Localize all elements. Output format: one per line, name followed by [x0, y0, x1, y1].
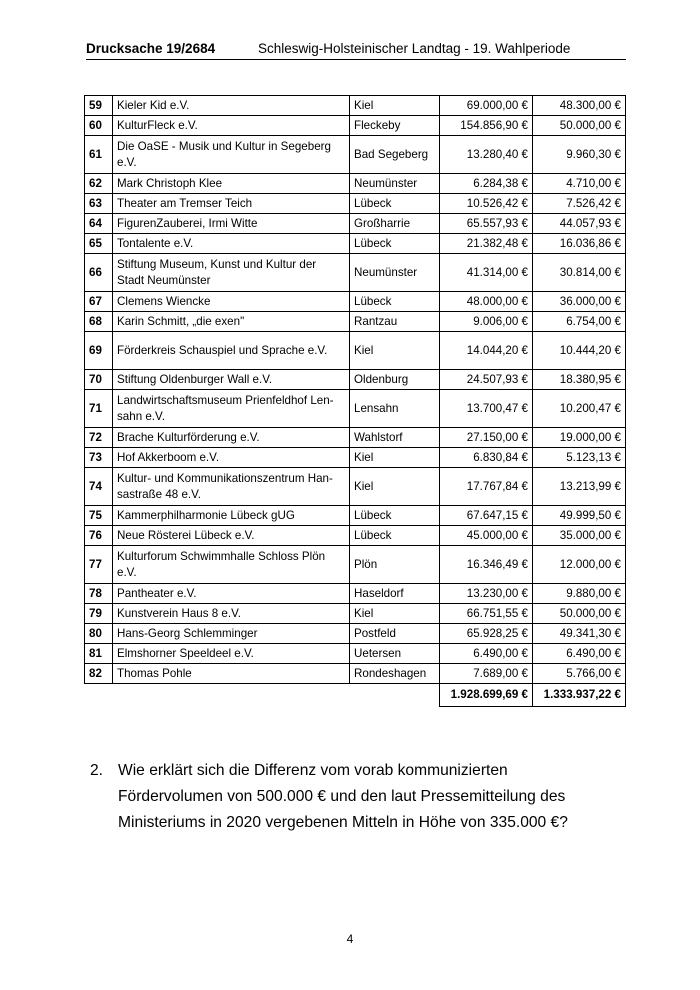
amount-requested: 48.000,00 €: [440, 292, 533, 312]
table-row: [85, 664, 626, 684]
table-row: [85, 96, 626, 116]
amount-granted: 49.341,30 €: [533, 624, 626, 644]
row-number: 61: [85, 136, 113, 174]
amount-requested: 65.557,93 €: [440, 214, 533, 234]
recipient-location: Rantzau: [350, 312, 440, 332]
table-row: [85, 390, 626, 428]
row-number: 69: [85, 332, 113, 370]
recipient-location: Oldenburg: [350, 370, 440, 390]
amount-granted: 5.766,00 €: [533, 664, 626, 684]
recipient-location: Neumünster: [350, 254, 440, 292]
row-number: 75: [85, 506, 113, 526]
recipient-name: Kammerphilharmonie Lübeck gUG: [113, 506, 350, 526]
table-row: [85, 174, 626, 194]
amount-requested: 16.346,49 €: [440, 546, 533, 584]
total-empty-cell: [113, 684, 350, 707]
recipient-name: Karin Schmitt, „die exen": [113, 312, 350, 332]
amount-granted: 44.057,93 €: [533, 214, 626, 234]
amount-requested: 13.700,47 €: [440, 390, 533, 428]
recipient-name: Landwirtschaftsmuseum Prienfeldhof Lensahn e.V.: [113, 390, 350, 428]
table-total-row: [85, 684, 626, 707]
amount-granted: 6.754,00 €: [533, 312, 626, 332]
recipient-name: Tontalente e.V.: [113, 234, 350, 254]
table-row: [85, 448, 626, 468]
recipient-location: Rondeshagen: [350, 664, 440, 684]
amount-requested: 21.382,48 €: [440, 234, 533, 254]
table-row: [85, 604, 626, 624]
row-number: 80: [85, 624, 113, 644]
recipient-location: Kiel: [350, 332, 440, 370]
amount-granted: 9.880,00 €: [533, 584, 626, 604]
recipient-location: Lensahn: [350, 390, 440, 428]
table-row: [85, 468, 626, 506]
table-row: [85, 292, 626, 312]
amount-granted: 49.999,50 €: [533, 506, 626, 526]
amount-requested: 13.280,40 €: [440, 136, 533, 174]
row-number: 79: [85, 604, 113, 624]
recipient-name: Theater am Tremser Teich: [113, 194, 350, 214]
recipient-location: Fleckeby: [350, 116, 440, 136]
amount-requested: 10.526,42 €: [440, 194, 533, 214]
recipient-location: Plön: [350, 546, 440, 584]
recipient-name: Mark Christoph Klee: [113, 174, 350, 194]
row-number: 63: [85, 194, 113, 214]
amount-granted: 18.380,95 €: [533, 370, 626, 390]
amount-requested: 154.856,90 €: [440, 116, 533, 136]
amount-granted: 9.960,30 €: [533, 136, 626, 174]
amount-granted: 48.300,00 €: [533, 96, 626, 116]
amount-requested: 45.000,00 €: [440, 526, 533, 546]
amount-requested: 41.314,00 €: [440, 254, 533, 292]
recipient-name: Hans-Georg Schlemminger: [113, 624, 350, 644]
recipient-name: KulturFleck e.V.: [113, 116, 350, 136]
recipient-location: Lübeck: [350, 526, 440, 546]
recipient-name: Förderkreis Schauspiel und Sprache e.V.: [113, 332, 350, 370]
row-number: 65: [85, 234, 113, 254]
recipient-location: Kiel: [350, 448, 440, 468]
row-number: 73: [85, 448, 113, 468]
recipient-location: Kiel: [350, 604, 440, 624]
page-header: [86, 41, 626, 61]
recipient-location: Kiel: [350, 468, 440, 506]
recipient-location: Kiel: [350, 96, 440, 116]
row-number: 68: [85, 312, 113, 332]
recipient-name: Thomas Pohle: [113, 664, 350, 684]
table-row: [85, 644, 626, 664]
recipient-location: Lübeck: [350, 194, 440, 214]
amount-granted: 6.490,00 €: [533, 644, 626, 664]
recipient-name: Hof Akkerboom e.V.: [113, 448, 350, 468]
amount-requested: 7.689,00 €: [440, 664, 533, 684]
recipient-location: Postfeld: [350, 624, 440, 644]
recipient-name: Kunstverein Haus 8 e.V.: [113, 604, 350, 624]
table-row: [85, 194, 626, 214]
recipient-name: Pantheater e.V.: [113, 584, 350, 604]
recipient-location: Uetersen: [350, 644, 440, 664]
amount-granted: 10.444,20 €: [533, 332, 626, 370]
amount-requested: 6.284,38 €: [440, 174, 533, 194]
funding-table: [84, 95, 626, 707]
amount-requested: 27.150,00 €: [440, 428, 533, 448]
recipient-location: Haseldorf: [350, 584, 440, 604]
amount-requested: 9.006,00 €: [440, 312, 533, 332]
table-row: [85, 428, 626, 448]
recipient-name: Elmshorner Speeldeel e.V.: [113, 644, 350, 664]
table-row: [85, 370, 626, 390]
row-number: 70: [85, 370, 113, 390]
table-row: [85, 116, 626, 136]
recipient-location: Lübeck: [350, 234, 440, 254]
row-number: 71: [85, 390, 113, 428]
table-row: [85, 546, 626, 584]
header-rule: [86, 59, 626, 60]
recipient-name: Die OaSE - Musik und Kultur in Segeberg e.V.: [113, 136, 350, 174]
amount-requested: 14.044,20 €: [440, 332, 533, 370]
amount-requested: 6.490,00 €: [440, 644, 533, 664]
total-amount-1: 1.928.699,69 €: [440, 684, 533, 707]
table-row: [85, 506, 626, 526]
row-number: 77: [85, 546, 113, 584]
recipient-name: FigurenZauberei, Irmi Witte: [113, 214, 350, 234]
row-number: 66: [85, 254, 113, 292]
parliament-title: Schleswig-Holsteinischer Landtag - 19. Wahlperiode: [258, 41, 571, 56]
table-row: [85, 214, 626, 234]
amount-requested: 67.647,15 €: [440, 506, 533, 526]
row-number: 82: [85, 664, 113, 684]
amount-granted: 12.000,00 €: [533, 546, 626, 584]
document-number: Drucksache 19/2684: [86, 41, 216, 56]
recipient-location: Bad Segeberg: [350, 136, 440, 174]
table-row: [85, 254, 626, 292]
amount-granted: 19.000,00 €: [533, 428, 626, 448]
table-row: [85, 332, 626, 370]
amount-granted: 10.200,47 €: [533, 390, 626, 428]
row-number: 59: [85, 96, 113, 116]
recipient-location: Großharrie: [350, 214, 440, 234]
recipient-location: Lübeck: [350, 506, 440, 526]
row-number: 74: [85, 468, 113, 506]
amount-granted: 30.814,00 €: [533, 254, 626, 292]
recipient-name: Stiftung Museum, Kunst und Kultur der Stadt Neumünster: [113, 254, 350, 292]
amount-granted: 7.526,42 €: [533, 194, 626, 214]
page-number: 4: [346, 932, 354, 946]
total-amount-2: 1.333.937,22 €: [533, 684, 626, 707]
recipient-name: Kultur- und Kommunikationszentrum Hansastraße 48 e.V.: [113, 468, 350, 506]
table-row: [85, 234, 626, 254]
row-number: 72: [85, 428, 113, 448]
row-number: 76: [85, 526, 113, 546]
row-number: 62: [85, 174, 113, 194]
amount-requested: 24.507,93 €: [440, 370, 533, 390]
row-number: 67: [85, 292, 113, 312]
recipient-name: Brache Kulturförderung e.V.: [113, 428, 350, 448]
amount-granted: 4.710,00 €: [533, 174, 626, 194]
recipient-name: Stiftung Oldenburger Wall e.V.: [113, 370, 350, 390]
recipient-location: Wahlstorf: [350, 428, 440, 448]
recipient-location: Neumünster: [350, 174, 440, 194]
row-number: 60: [85, 116, 113, 136]
amount-requested: 6.830,84 €: [440, 448, 533, 468]
total-empty-cell: [350, 684, 440, 707]
recipient-name: Neue Rösterei Lübeck e.V.: [113, 526, 350, 546]
amount-granted: 35.000,00 €: [533, 526, 626, 546]
row-number: 64: [85, 214, 113, 234]
table-row: [85, 624, 626, 644]
table-row: [85, 136, 626, 174]
amount-granted: 16.036,86 €: [533, 234, 626, 254]
amount-granted: 5.123,13 €: [533, 448, 626, 468]
amount-granted: 50.000,00 €: [533, 116, 626, 136]
table-row: [85, 584, 626, 604]
question-text: Wie erklärt sich die Differenz vom vorab kommunizierten Fördervolumen von 500.000 € und den laut Pressemitteilung des Ministeriums in 2020 vergebenen Mitteln in Höhe von 335.000 €?: [118, 762, 568, 831]
total-empty-cell: [85, 684, 113, 707]
table-row: [85, 312, 626, 332]
amount-requested: 69.000,00 €: [440, 96, 533, 116]
table-row: [85, 526, 626, 546]
amount-granted: 50.000,00 €: [533, 604, 626, 624]
amount-granted: 13.213,99 €: [533, 468, 626, 506]
recipient-name: Clemens Wiencke: [113, 292, 350, 312]
row-number: 78: [85, 584, 113, 604]
amount-requested: 65.928,25 €: [440, 624, 533, 644]
question-number: 2.: [90, 762, 104, 779]
row-number: 81: [85, 644, 113, 664]
funding-table-body: [85, 96, 626, 684]
amount-requested: 17.767,84 €: [440, 468, 533, 506]
recipient-location: Lübeck: [350, 292, 440, 312]
amount-requested: 66.751,55 €: [440, 604, 533, 624]
recipient-name: Kieler Kid e.V.: [113, 96, 350, 116]
amount-granted: 36.000,00 €: [533, 292, 626, 312]
amount-requested: 13.230,00 €: [440, 584, 533, 604]
recipient-name: Kulturforum Schwimmhalle Schloss Plön e.V.: [113, 546, 350, 584]
